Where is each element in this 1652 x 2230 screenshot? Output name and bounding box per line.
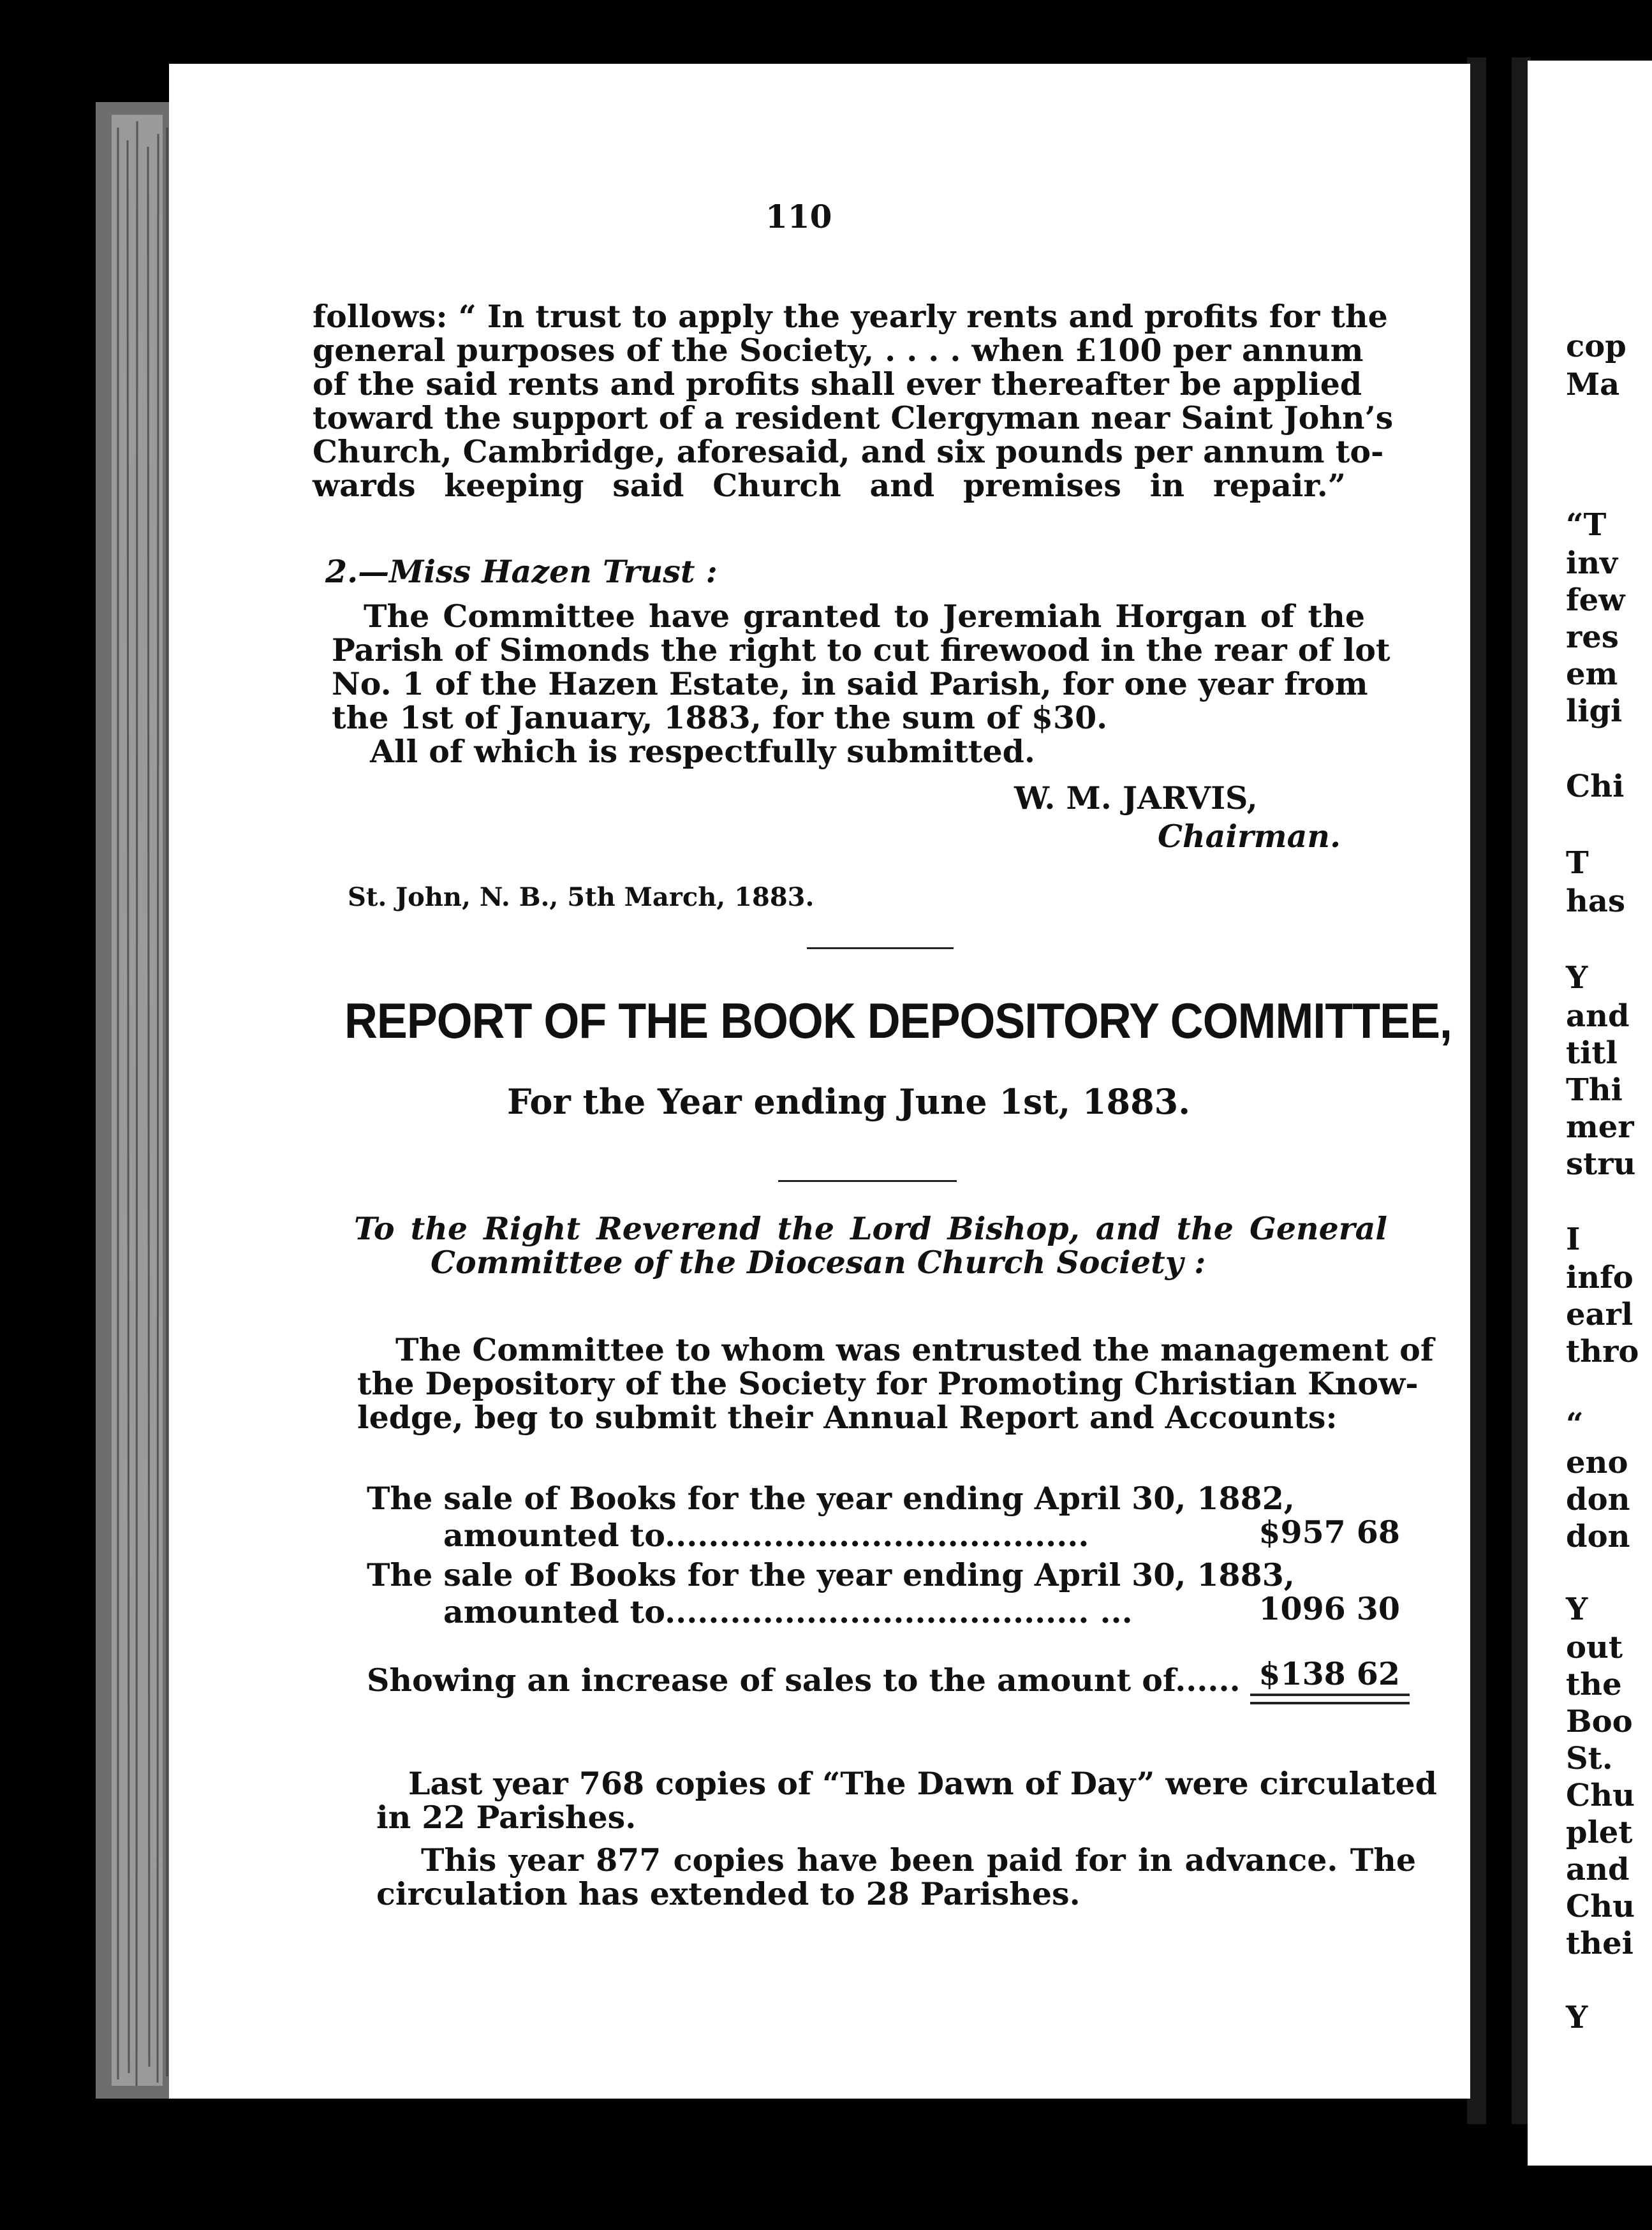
right-page-word: Ma — [1566, 367, 1620, 402]
right-page-word: em — [1566, 656, 1618, 692]
signature-name: W. M. JARVIS, — [1014, 779, 1258, 816]
right-page-word: don — [1566, 1482, 1630, 1517]
right-page-word: Chi — [1566, 769, 1625, 804]
right-page-word: titl — [1566, 1035, 1618, 1071]
dateline: St. John, N. B., 5th March, 1883. — [348, 882, 815, 912]
sales-description: amounted to....................................... — [443, 1517, 1089, 1554]
text-line: general purposes of the Society, . . . . when £100 per annum — [313, 332, 1364, 369]
right-page-word: Y — [1566, 1591, 1588, 1627]
increase-description: Showing an increase of sales to the amount of...... — [367, 1662, 1241, 1699]
right-page-word: Chu — [1566, 1778, 1635, 1813]
text-line: circulation has extended to 28 Parishes. — [376, 1875, 1080, 1912]
right-page-word: “T — [1566, 507, 1607, 543]
text-line: of the said rents and profits shall ever thereafter be applied — [313, 366, 1362, 402]
text-line: follows: “ In trust to apply the yearly rents and profits for the — [313, 298, 1388, 335]
text-line: in 22 Parishes. — [376, 1799, 637, 1836]
right-page-word: Boo — [1566, 1704, 1633, 1739]
sales-description: amounted to....................................... ... — [443, 1593, 1133, 1630]
right-page-word: and — [1566, 998, 1630, 1034]
sales-amount: 1096 30 — [1258, 1590, 1400, 1627]
text-line: The Committee to whom was entrusted the management of — [395, 1331, 1434, 1368]
text-line: This year 877 copies have been paid for in advance. The — [421, 1842, 1416, 1879]
text-line: Parish of Simonds the right to cut firewood in the rear of lot — [332, 631, 1390, 668]
sales-row — [367, 1556, 1400, 1630]
sales-row — [367, 1480, 1400, 1554]
hazen-trust-heading: 2.—Miss Hazen Trust : — [325, 553, 718, 590]
trust-paragraph — [313, 298, 1394, 504]
right-page-word: Y — [1566, 960, 1588, 996]
section-divider — [778, 1180, 957, 1182]
text-line: wards keeping said Church and premises in repair.” — [313, 467, 1346, 504]
right-page-word: earl — [1566, 1297, 1634, 1333]
increase-amount: $138 62 — [1258, 1655, 1400, 1692]
dawn-paragraph — [376, 1765, 1437, 1836]
right-page-word: inv — [1566, 545, 1618, 581]
right-page-word: eno — [1566, 1445, 1628, 1481]
right-page-word: Thi — [1566, 1072, 1623, 1108]
text-line: ledge, beg to submit their Annual Report and Accounts: — [357, 1399, 1338, 1436]
intro-paragraph — [357, 1331, 1434, 1436]
sales-amount: $957 68 — [1258, 1514, 1400, 1551]
right-page-word: ligi — [1566, 693, 1623, 729]
sales-description: The sale of Books for the year ending April 30, 1882, — [367, 1480, 1295, 1517]
text-line: Church, Cambridge, aforesaid, and six pounds per annum to- — [313, 433, 1384, 470]
text-line: the Depository of the Society for Promoting Christian Know- — [357, 1365, 1419, 1402]
right-page-word: Chu — [1566, 1889, 1635, 1924]
total-double-rule — [1250, 1694, 1410, 1696]
address — [354, 1212, 1387, 1280]
text-line: The Committee have granted to Jeremiah Horgan of the — [364, 598, 1365, 635]
right-page-word: few — [1566, 582, 1625, 618]
right-page-word: Y — [1566, 2000, 1588, 2035]
increase-row — [367, 1655, 1400, 1699]
text-line: All of which is respectfully submitted. — [370, 733, 1035, 770]
right-page-word: T — [1566, 845, 1589, 881]
text-line: Last year 768 copies of “The Dawn of Day” were circulated — [408, 1765, 1437, 1802]
right-page-word: cop — [1566, 329, 1626, 364]
signature-title: Chairman. — [1158, 818, 1341, 855]
text-line: the 1st of January, 1883, for the sum of $30. — [332, 699, 1108, 736]
right-page-word: plet — [1566, 1815, 1633, 1850]
right-page-word: and — [1566, 1852, 1630, 1887]
total-double-rule — [1250, 1702, 1410, 1704]
right-page-word: has — [1566, 883, 1626, 919]
right-page-word: stru — [1566, 1146, 1636, 1182]
right-page-word: the — [1566, 1667, 1622, 1702]
right-page-word: res — [1566, 619, 1619, 655]
report-heading: REPORT OF THE BOOK DEPOSITORY COMMITTEE, — [344, 993, 1452, 1049]
text-line: No. 1 of the Hazen Estate, in said Parish, for one year from — [332, 665, 1368, 702]
right-page-word: thei — [1566, 1926, 1634, 1961]
right-page-word: info — [1566, 1260, 1634, 1296]
right-page-word: “ — [1566, 1407, 1584, 1442]
right-page-fragment — [1528, 61, 1652, 2166]
section-divider — [807, 947, 954, 949]
right-page-word: I — [1566, 1222, 1581, 1257]
right-page-word: mer — [1566, 1109, 1634, 1145]
text-line: toward the support of a resident Clergyman near Saint John’s — [313, 399, 1394, 436]
hazen-paragraph — [332, 598, 1390, 770]
text-line: Committee of the Diocesan Church Society : — [431, 1244, 1206, 1281]
report-subheading: For the Year ending June 1st, 1883. — [507, 1081, 1191, 1122]
right-page-word: thro — [1566, 1334, 1639, 1370]
sales-description: The sale of Books for the year ending April 30, 1883, — [367, 1556, 1295, 1593]
right-page-word: don — [1566, 1519, 1630, 1554]
text-line: To the Right Reverend the Lord Bishop, and the General — [354, 1210, 1387, 1247]
right-page-word: St. — [1566, 1741, 1613, 1776]
right-page-word: out — [1566, 1630, 1623, 1665]
advance-paragraph — [376, 1843, 1416, 1911]
page-number: 110 — [765, 198, 832, 235]
